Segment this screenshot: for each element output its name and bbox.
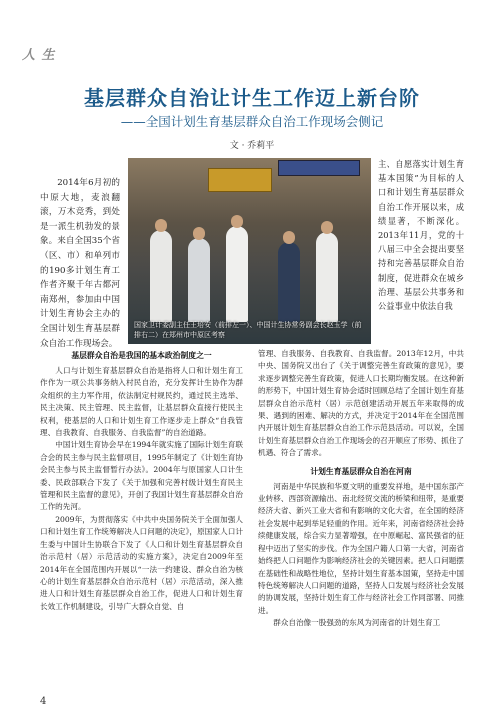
person-figure bbox=[188, 238, 210, 322]
person-head bbox=[283, 231, 295, 244]
person-figure bbox=[278, 242, 300, 322]
article-title: 基层群众自治让计生工作迈上新台阶 bbox=[84, 86, 420, 110]
body-right-column bbox=[258, 348, 464, 630]
intro-right-text: 主、自愿落实计划生育基本国策”为目标的人口和计划生育基层群众自治工作开展以来，成绩显著，不断深化。2013年11月，党的十八届三中全会提出要坚持和完善基层群众自治制度，促进群众在城乡治理、基层公共事务和公益事业中依法自我 bbox=[378, 159, 464, 312]
page-number: 4 bbox=[40, 696, 47, 707]
person-head bbox=[155, 219, 167, 232]
section-heading: 基层群众自治是我国的基本政治制度之一 bbox=[71, 351, 212, 360]
intro-left-column bbox=[40, 176, 120, 351]
banner-graphic bbox=[278, 160, 360, 176]
person-figure bbox=[226, 226, 248, 322]
person-figure bbox=[316, 232, 338, 322]
section-mark: 人 生 bbox=[22, 48, 56, 63]
article-subtitle: ——全国计划生育基层群众自治工作现场会侧记 bbox=[120, 114, 384, 129]
intro-left-text: 2014年6月初的中原大地，麦浪翻滚，万木竞秀，到处是一派生机勃发的景象。来自全国35个省（区、市）和单列市的190多计划生育工作者齐聚千年古都河南郑州，参加由中国计划生育协会主办的全国计划生育基层群众自治工作现场会。 bbox=[40, 178, 120, 349]
person-head bbox=[231, 215, 243, 228]
body-paragraph: 管理、自我服务、自我教育、自我监督。2013年12月，中共中央、国务院又出台了《关于调整完善生育政策的意见》，要求逐步调整完善生育政策，促进人口长期均衡发展。在这种新的形势下，中国计划生育协会适时回顾总结了全国计划生育基层群众自治示范村（居）示范创建活动开展五年来取得的成果、遇到的困难、解决的方式，并决定于2014年在全国范围内开展计划生育基层群众自治工作示范县活动。可以说，全国计划生育基层群众自治工作现场会的召开顺应了形势、抓住了机遇、符合了需求。 bbox=[258, 349, 464, 458]
intro-right-column bbox=[378, 157, 464, 313]
body-paragraph: 中国计划生育协会早在1994年就实施了国际计划生育联合会的民主参与民主监督项目，1995年制定了《计划生育协会民主参与民主监督暂行办法》。2004年与原国家人口计生委、民政部联合下发了《关于加强和完善村级计划生育民主管理和民主监督的意见》，开创了我国计划生育基层群众自治工作的先河。 bbox=[40, 440, 243, 512]
article-photo bbox=[128, 158, 371, 344]
shop-sign-graphic bbox=[208, 168, 272, 192]
person-figure bbox=[150, 230, 172, 322]
body-paragraph: 人口与计划生育基层群众自治是指将人口和计划生育工作作为一项公共事务纳入村民自治，充分发挥计生协作为群众组织的主力军作用，依法制定村规民约，通过民主选举、民主决策、民主管理、民主监督，让基层群众直接行使民主权利，使基层的人口和计划生育工作逐步走上群众“自我管理、自我教育、自我服务、自我监督”的自治道路。 bbox=[40, 366, 243, 438]
section-heading: 计划生育基层群众自治在河南 bbox=[310, 466, 412, 476]
article-byline: 文 · 乔莉平 bbox=[229, 141, 275, 151]
photo-caption: 国家卫计委副主任王培安（前排左一）、中国计生协常务副会长赵玉学（前排右二）在郑州市中原区考察 bbox=[134, 321, 362, 339]
body-paragraph: 2009年，为贯彻落实《中共中央国务院关于全面加强人口和计划生育工作统筹解决人口问题的决定》，原国家人口计生委与中国计生协联合下发了《人口和计划生育基层群众自治示范村（居）示范活动的实施方案》，决定自2009年至2014年在全国范围内开展以“一法一约建设、群众自治为核心的计划生育基层群众自治示范村（居）示范活动，深入推进人口和计划生育基层群众自治工作，促进人口和计划生育长效工作机制建设，引导广大群众自觉、自 bbox=[40, 514, 243, 611]
body-paragraph: 河南是中华民族和华夏文明的重要发祥地，是中国东部产业转移、西部资源输出、南北经贸交流的桥梁和纽带，是重要经济大省、新兴工业大省和有影响的文化大省，在全国的经济社会发展中起到举足轻重的作用。近年来，河南省经济社会持续健康发展，综合实力显著增强，在中原崛起、富民强省的征程中迈出了坚实的步伐。作为全国户籍人口第一大省，河南省始终把人口问题作为影响经济社会的关键因素。把人口问题摆在基础性和战略性地位，坚持计划生育基本国策，坚持走中国特色统筹解决人口问题的道路，坚持人口发展与经济社会发展的协调发展，坚持计划生育工作与经济社会工作同部署、同推进。 bbox=[258, 481, 464, 615]
body-left-column bbox=[40, 348, 243, 613]
person-head bbox=[193, 227, 205, 240]
body-paragraph: 群众自治像一股强劲的东风为河南省的计划生育工 bbox=[273, 618, 441, 628]
person-head bbox=[321, 221, 333, 234]
